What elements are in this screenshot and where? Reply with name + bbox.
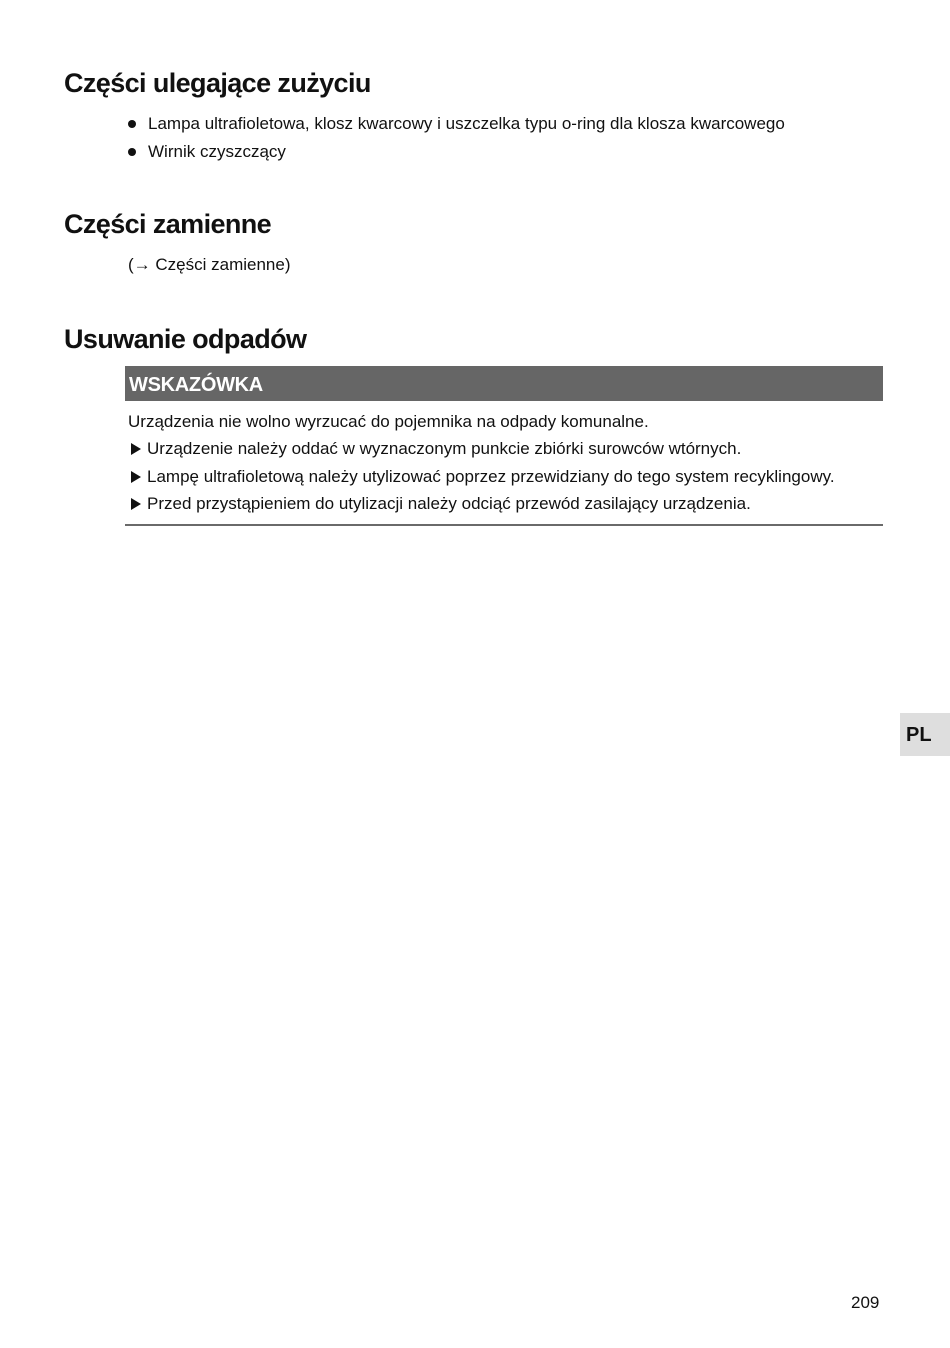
list-item	[127, 138, 785, 166]
list-item-text: Lampa ultrafioletowa, klosz kwarcowy i uszczelka typu o-ring dla klosza kwarcowego	[148, 114, 785, 133]
note-box	[125, 366, 883, 526]
note-action-list	[128, 435, 883, 518]
list-item	[128, 463, 883, 491]
page-number: 209	[851, 1293, 880, 1312]
disposal-heading: Usuwanie odpadów	[64, 324, 307, 354]
language-tab: PL	[900, 713, 950, 756]
wear-parts-heading: Części ulegające zużyciu	[64, 68, 371, 98]
list-item	[128, 435, 883, 463]
spare-parts-heading: Części zamienne	[64, 209, 272, 239]
bullet-icon	[128, 148, 136, 156]
arrow-right-icon	[131, 443, 141, 455]
list-item	[127, 110, 785, 138]
spare-parts-cross-reference[interactable]: (→ Części zamienne)	[128, 255, 291, 274]
wear-parts-list	[127, 110, 785, 166]
action-text: Przed przystąpieniem do utylizacji należy odciąć przewód zasilający urządzenia.	[147, 494, 751, 513]
action-text: Lampę ultrafioletową należy utylizować poprzez przewidziany do tego system recyklingowy.	[147, 466, 835, 486]
action-text: Urządzenie należy oddać w wyznaczonym punkcie zbiórki surowców wtórnych.	[147, 439, 742, 458]
bullet-icon	[128, 120, 136, 128]
note-header: WSKAZÓWKA	[125, 366, 883, 401]
arrow-right-icon	[131, 498, 141, 510]
arrow-right-icon	[131, 471, 141, 483]
list-item-text: Wirnik czyszczący	[148, 142, 286, 161]
list-item	[128, 490, 883, 518]
note-text: Urządzenia nie wolno wyrzucać do pojemnika na odpady komunalne.	[128, 412, 649, 431]
